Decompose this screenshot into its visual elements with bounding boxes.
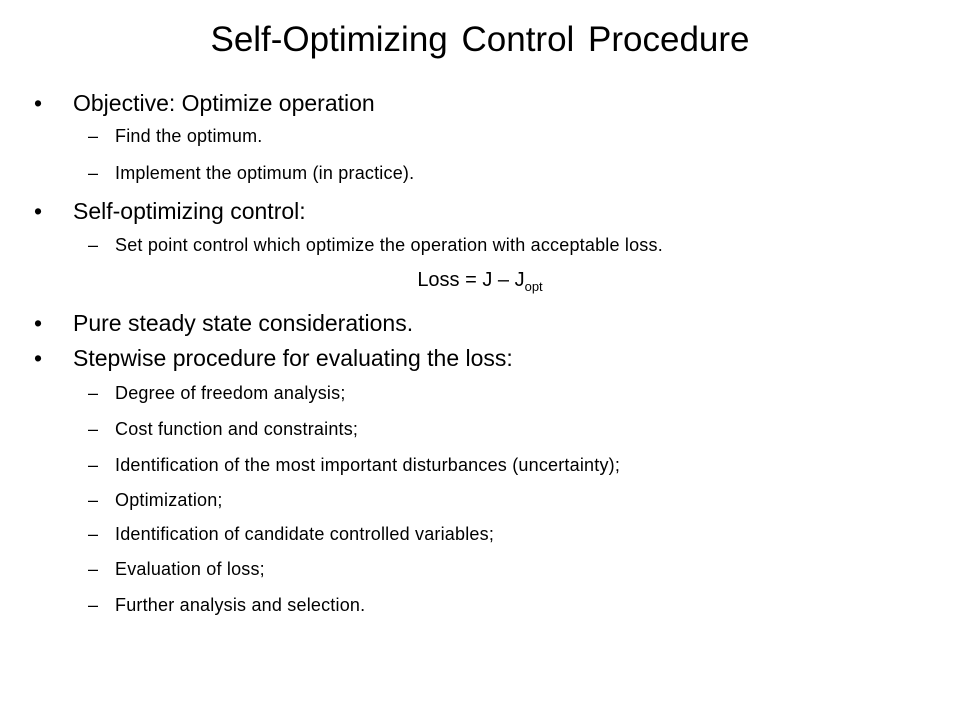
dash-marker: – (88, 126, 99, 146)
dash-marker: – (88, 419, 99, 439)
slide-title: Self-Optimizing Control Procedure (210, 20, 750, 59)
sub-item-text: Degree of freedom analysis; (115, 383, 346, 403)
sub-item-text: Further analysis and selection. (115, 595, 366, 615)
sub-item-text: Implement the optimum (in practice). (115, 163, 415, 183)
bullet-marker: • (34, 345, 43, 371)
dash-marker: – (88, 524, 99, 544)
sub-item-text: Evaluation of loss; (115, 559, 265, 579)
sub-item-text: Find the optimum. (115, 126, 263, 146)
bullet-text: Pure steady state considerations. (73, 310, 414, 336)
bullet-marker: • (34, 310, 43, 336)
bullet-marker: • (34, 90, 43, 116)
bullet-text: Objective: Optimize operation (73, 90, 375, 116)
bullet-text: Stepwise procedure for evaluating the loss: (73, 345, 513, 371)
sub-item-text: Identification of candidate controlled variables; (115, 524, 495, 544)
sub-item-text: Cost function and constraints; (115, 419, 359, 439)
bullet-marker: • (34, 198, 43, 224)
sub-item-text: Identification of the most important disturbances (uncertainty); (115, 455, 621, 475)
dash-marker: – (88, 383, 99, 403)
loss-formula-subscript: opt (524, 279, 543, 294)
bullet-text: Self-optimizing control: (73, 198, 306, 224)
dash-marker: – (88, 595, 99, 615)
dash-marker: – (88, 235, 99, 255)
sub-item-text: Optimization; (115, 490, 223, 510)
loss-formula-main: Loss = J – J (417, 269, 525, 291)
sub-item-text: Set point control which optimize the operation with acceptable loss. (115, 235, 663, 255)
dash-marker: – (88, 163, 99, 183)
loss-formula (0, 267, 960, 293)
dash-marker: – (88, 559, 99, 579)
dash-marker: – (88, 490, 99, 510)
dash-marker: – (88, 455, 99, 475)
